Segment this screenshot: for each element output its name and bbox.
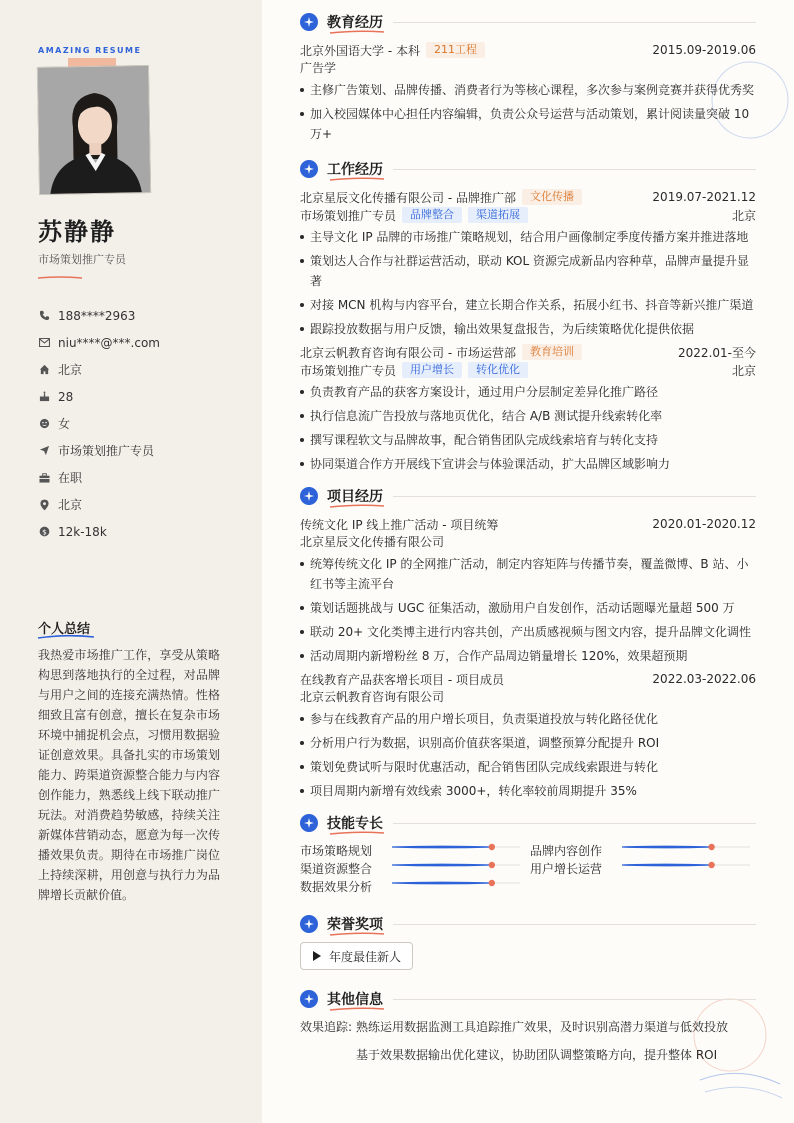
job-dates: 2022.01-至今 — [678, 345, 756, 360]
section-rule — [393, 496, 756, 497]
mail-icon — [38, 337, 50, 349]
play-icon — [313, 951, 321, 961]
name-underline — [38, 276, 82, 279]
list-item: 对接 MCN 机构与内容平台，建立长期合作关系，拓展小红书、抖音等新兴推广渠道 — [300, 295, 756, 315]
list-item: 统筹传统文化 IP 的全网推广活动，制定内容矩阵与传播节奏，覆盖微博、B 站、小红书等主流平台 — [300, 554, 756, 594]
project-name: 传统文化 IP 线上推广活动 - 项目统筹 — [300, 517, 499, 532]
skill-row: 渠道资源整合 — [300, 861, 373, 876]
skill-tag: 用户增长 — [402, 362, 462, 378]
project-company: 北京星辰文化传播有限公司 — [300, 535, 445, 549]
section-other — [300, 988, 756, 1010]
title-underline — [328, 1006, 386, 1012]
briefcase-icon — [38, 472, 50, 484]
list-item: 分析用户行为数据，识别高价值获客渠道，调整预算分配提升 ROI — [300, 733, 756, 753]
section-skills — [300, 812, 756, 834]
avatar-icon — [38, 66, 151, 195]
contact-gender: 女 — [38, 410, 248, 437]
title-underline — [328, 29, 386, 35]
section-education — [300, 11, 756, 148]
send-icon — [38, 445, 50, 457]
section-rule — [393, 999, 756, 1000]
sparkle-icon — [300, 160, 318, 178]
title-underline — [328, 931, 386, 937]
list-item: 加入校园媒体中心担任内容编辑，负责公众号运营与活动策划，累计阅读量突破 10 万+ — [300, 104, 756, 144]
job-role: 市场策划推广专员 — [300, 208, 397, 223]
project-entry — [300, 670, 756, 801]
cake-icon — [38, 391, 50, 403]
skill-fill — [622, 864, 712, 866]
section-title: 工作经历 — [327, 162, 383, 178]
title-underline — [328, 830, 386, 836]
list-item: 撰写课程软文与品牌故事，配合销售团队完成线索培育与转化支持 — [300, 430, 756, 450]
svg-text:$: $ — [41, 527, 47, 537]
list-item: 活动周期内新增粉丝 8 万，合作产品周边销量增长 120%，效果超预期 — [300, 646, 756, 666]
list-item: 主修广告策划、品牌传播、消费者行为等核心课程，多次参与案例竞赛并获得优秀奖 — [300, 80, 756, 100]
list-item: 跟踪投放数据与用户反馈，输出效果复盘报告，为后续策略优化提供依据 — [300, 319, 756, 339]
section-honors — [300, 913, 756, 935]
education-dates: 2015.09-2019.06 — [652, 43, 756, 57]
contact-target-role: 市场策划推广专员 — [38, 437, 248, 464]
contact-email: niu****@***.com — [38, 329, 248, 356]
home-icon — [38, 364, 50, 376]
company-name: 北京星辰文化传播有限公司 - 品牌推广部 — [300, 190, 516, 205]
project-company: 北京云帆教育咨询有限公司 — [300, 690, 445, 704]
section-projects — [300, 485, 756, 805]
work-entry — [300, 188, 756, 339]
skill-row: 市场策略规划 — [300, 843, 373, 858]
title-underline — [328, 176, 386, 182]
candidate-title: 市场策划推广专员 — [38, 253, 126, 266]
section-title: 项目经历 — [327, 489, 383, 505]
contact-home: 北京 — [38, 356, 248, 383]
sparkle-icon — [300, 487, 318, 505]
title-underline — [328, 503, 386, 509]
list-item: 协同渠道合作方开展线下宣讲会与体验课活动，扩大品牌区域影响力 — [300, 454, 756, 474]
skill-knob — [708, 844, 714, 850]
contact-status: 在职 — [38, 464, 248, 491]
sparkle-icon — [300, 13, 318, 31]
school-name: 北京外国语大学 - 本科 — [300, 43, 420, 58]
skill-row: 用户增长运营 — [530, 861, 603, 876]
other-line: 基于效果数据输出优化建议，协助团队调整策略方向，提升整体 ROI — [356, 1048, 718, 1062]
summary-underline — [36, 634, 96, 640]
skill-fill — [392, 882, 492, 884]
section-title: 教育经历 — [327, 15, 383, 31]
job-city: 北京 — [731, 363, 756, 378]
contact-location: 北京 — [38, 491, 248, 518]
contact-salary: $ 12k-18k — [38, 518, 248, 545]
other-line: 熟练运用数据监测工具追踪推广效果，及时识别高潜力渠道与低效投放 — [356, 1020, 729, 1034]
contact-age: 28 — [38, 383, 248, 410]
list-item: 负责教育产品的获客方案设计，通过用户分层制定差异化推广路径 — [300, 382, 756, 402]
list-item: 项目周期内新增有效线索 3000+，转化率较前周期提升 35% — [300, 781, 756, 801]
project-dates: 2020.01-2020.12 — [652, 517, 756, 531]
project-name: 在线教育产品获客增长项目 - 项目成员 — [300, 672, 504, 687]
project-dates: 2022.03-2022.06 — [652, 672, 756, 686]
skill-knob — [489, 844, 495, 850]
award-item[interactable]: 年度最佳新人 — [300, 942, 413, 970]
section-title: 荣誉奖项 — [327, 917, 383, 933]
sparkle-icon — [300, 814, 318, 832]
section-rule — [393, 924, 756, 925]
profile-photo — [37, 65, 151, 195]
job-role: 市场策划推广专员 — [300, 363, 397, 378]
skill-fill — [622, 846, 712, 848]
section-title: 技能专长 — [327, 816, 383, 832]
industry-tag: 教育培训 — [522, 344, 582, 360]
skill-tag: 渠道拓展 — [468, 207, 528, 223]
project-entry — [300, 515, 756, 666]
sparkle-icon — [300, 915, 318, 933]
other-label: 效果追踪: — [300, 1020, 353, 1034]
phone-icon — [38, 310, 50, 322]
section-title: 其他信息 — [327, 992, 383, 1008]
skill-row: 数据效果分析 — [300, 879, 373, 894]
job-dates: 2019.07-2021.12 — [652, 190, 756, 204]
candidate-name: 苏静静 — [38, 218, 116, 246]
industry-tag: 文化传播 — [522, 189, 582, 205]
dollar-icon — [38, 526, 50, 538]
school-tag: 211工程 — [426, 42, 485, 58]
face-icon — [38, 418, 50, 430]
skill-fill — [392, 846, 492, 848]
skill-tag: 品牌整合 — [402, 207, 462, 223]
list-item: 策划达人合作与社群运营活动，联动 KOL 资源完成新品内容种草，品牌声量提升显著 — [300, 251, 756, 291]
brand-label: AMAZING RESUME — [38, 46, 142, 55]
list-item: 策划免费试听与限时优惠活动，配合销售团队完成线索跟进与转化 — [300, 757, 756, 777]
section-rule — [393, 22, 756, 23]
job-city: 北京 — [731, 208, 756, 223]
work-entry — [300, 343, 756, 474]
list-item: 主导文化 IP 品牌的市场推广策略规划，结合用户画像制定季度传播方案并推进落地 — [300, 227, 756, 247]
list-item: 参与在线教育产品的用户增长项目，负责渠道投放与转化路径优化 — [300, 709, 756, 729]
skill-knob — [489, 880, 495, 886]
contact-phone: 188****2963 — [38, 302, 248, 329]
list-item: 执行信息流广告投放与落地页优化，结合 A/B 测试提升线索转化率 — [300, 406, 756, 426]
skill-knob — [708, 862, 714, 868]
education-major: 广告学 — [300, 61, 337, 75]
summary-heading: 个人总结 — [38, 622, 91, 637]
contact-list — [38, 302, 248, 545]
summary-text: 我热爱市场推广工作，享受从策略构思到落地执行的全过程，对品牌与用户之间的连接充满热情。性格细致且富有创意，擅长在复杂市场环境中捕捉机会点，习惯用数据验证创意效果。具备扎实的市场策划能力、跨渠道资源整合能力与内容创作能力，熟悉线上线下联动推广玩法。对消费趋势敏感，持续关注新媒体营销动态，愿意为每一次传播效果负责。期待在市场推广岗位上持续深耕，用创意与执行力为品牌增长贡献价值。 — [38, 648, 220, 902]
skill-knob — [489, 862, 495, 868]
list-item: 联动 20+ 文化类博主进行内容共创，产出质感视频与图文内容，提升品牌文化调性 — [300, 622, 756, 642]
skill-fill — [392, 864, 492, 866]
sparkle-icon — [300, 990, 318, 1008]
section-work — [300, 158, 756, 478]
location-pin-icon — [38, 499, 50, 511]
list-item: 策划话题挑战与 UGC 征集活动，激励用户自发创作，活动话题曝光量超 500 万 — [300, 598, 756, 618]
education-header — [300, 41, 756, 59]
section-rule — [393, 823, 756, 824]
skill-tag: 转化优化 — [468, 362, 528, 378]
section-rule — [393, 169, 756, 170]
skill-row: 品牌内容创作 — [530, 843, 603, 858]
company-name: 北京云帆教育咨询有限公司 - 市场运营部 — [300, 345, 516, 360]
